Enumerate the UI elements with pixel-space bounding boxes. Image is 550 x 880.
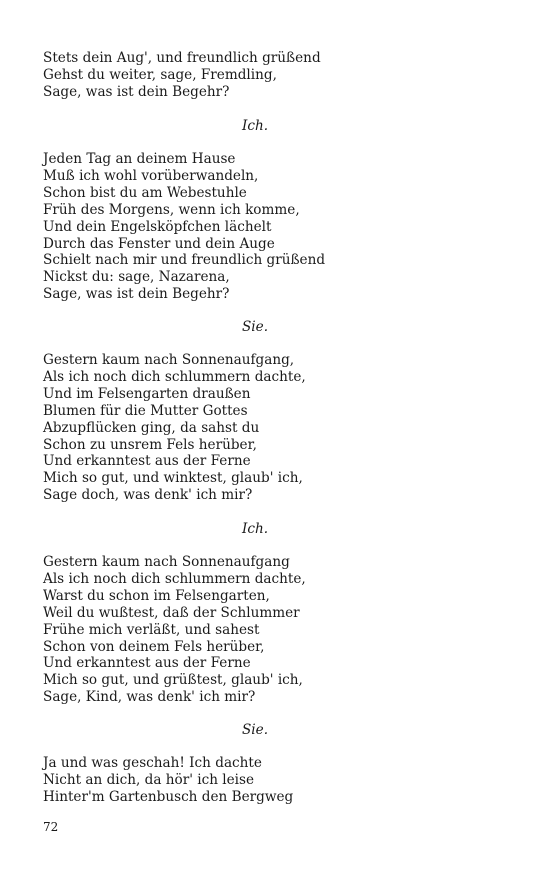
verse-line: Nicht an dich, da hör' ich leise [43,771,255,788]
speaker-label: Ich. [241,521,269,537]
verse-line: Als ich noch dich schlummern dachte, [43,570,306,587]
verse-line: Hinter'm Gartenbusch den Bergweg [43,788,294,805]
verse-line: Muß ich wohl vorüberwandeln, [43,167,259,184]
verse-line: Stets dein Aug', und freundlich grüßend [43,50,321,66]
verse-line: Frühe mich verläßt, und sahest [43,621,260,638]
verse-line: Mich so gut, und winktest, glaub' ich, [43,470,303,487]
verse-line: Abzupflücken ging, da sahst du [43,419,260,436]
verse-line: Und erkanntest aus der Ferne [43,655,251,672]
verse-line: Gestern kaum nach Sonnenaufgang, [43,352,295,368]
stanza-4 [43,554,513,706]
verse-line: Und im Felsengarten draußen [43,385,251,402]
stanza-3 [43,352,513,504]
stanza-2 [43,151,513,303]
verse-line: Schon zu unsrem Fels herüber, [43,436,257,453]
verse-line: Sage, was ist dein Begehr? [43,83,230,100]
verse-line: Sage doch, was denk' ich mir? [43,487,253,504]
verse-line: Schon von deinem Fels herüber, [43,638,265,655]
verse-line: Und dein Engelsköpfchen lächelt [43,218,272,235]
stanza-1 [43,50,513,101]
verse-line: Schon bist du am Webestuhle [43,184,247,201]
verse-line: Und erkanntest aus der Ferne [43,453,251,470]
verse-line: Schielt nach mir und freundlich grüßend [43,252,326,269]
speaker-label: Ich. [241,118,269,134]
page-number: 72 [43,820,59,834]
verse-line: Als ich noch dich schlummern dachte, [43,368,306,385]
verse-line: Jeden Tag an deinem Hause [43,151,236,167]
verse-line: Warst du schon im Felsengarten, [43,587,270,604]
verse-line: Sage, was ist dein Begehr? [43,286,230,303]
verse-line: Gestern kaum nach Sonnenaufgang [43,554,290,570]
speaker-label: Sie. [241,319,269,335]
verse-line: Weil du wußtest, daß der Schlummer [43,604,300,621]
verse-line: Mich so gut, und grüßtest, glaub' ich, [43,672,303,689]
verse-line: Durch das Fenster und dein Auge [43,235,275,252]
verse-line: Gehst du weiter, sage, Fremdling, [43,66,277,83]
verse-line: Blumen für die Mutter Gottes [43,402,248,419]
speaker-label: Sie. [241,722,269,738]
verse-line: Sage, Kind, was denk' ich mir? [43,689,256,706]
stanza-5 [43,755,513,806]
verse-line: Ja und was geschah! Ich dachte [43,755,262,771]
verse-line: Nickst du: sage, Nazarena, [43,269,230,286]
verse-line: Früh des Morgens, wenn ich komme, [43,201,300,218]
